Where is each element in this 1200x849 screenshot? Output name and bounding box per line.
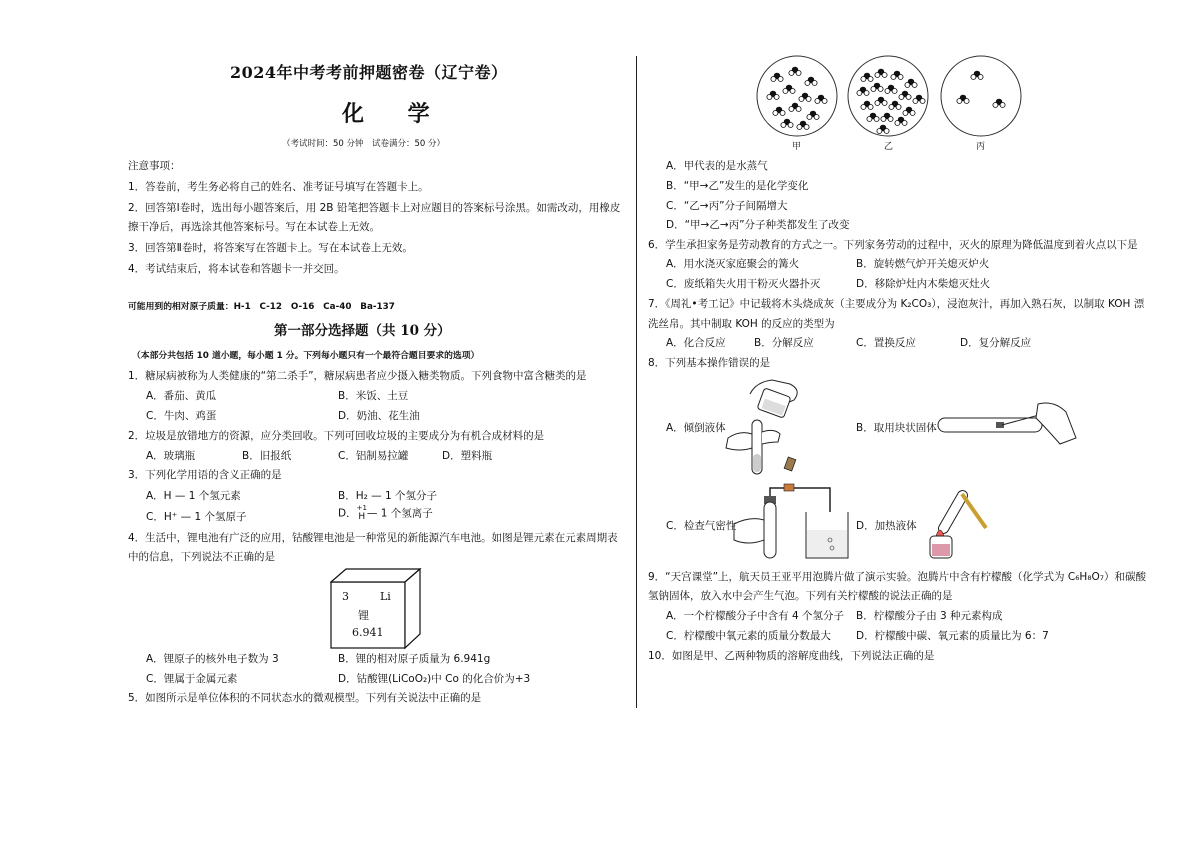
note-item: 2．回答第Ⅰ卷时，选出每小题答案后，用 2B 铅笔把答题卡上对应题目的答案标号涂黑。如需改动，用橡皮	[128, 202, 621, 214]
q8-option-d: D．加热液体	[856, 520, 917, 532]
q6-option-b: B．旋转燃气炉开关熄灭炉火	[856, 258, 990, 270]
q8-option-c: C．检查气密性	[666, 520, 737, 532]
q9-stem: 9．“天宫课堂”上，航天员王亚平用泡腾片做了演示实验。泡腾片中含有柠檬酸（化学式为 C₆H₈O₇）和碳酸	[648, 571, 1147, 583]
q1-option-d: D．奶油、花生油	[338, 410, 420, 422]
q2-option-d: D．塑料瓶	[442, 450, 493, 462]
q2-stem: 2．垃圾是放错地方的资源，应分类回收。下列可回收垃圾的主要成分为有机合成材料的是	[128, 430, 545, 442]
q1-option-a: A．番茄、黄瓜	[146, 390, 217, 402]
q4-option-a: A．锂原子的核外电子数为 3	[146, 653, 279, 665]
q7-stem: 7．《周礼•考工记》中记载将木头烧成灰（主要成分为 K₂CO₃），浸泡灰汁，再加入熟石灰，以制取 KOH 漂	[648, 298, 1145, 310]
q4-stem: 4．生活中，锂电池有广泛的应用，钴酸锂电池是一种常见的新能源汽车电池。如图是锂元素在元素周期表	[128, 532, 618, 544]
note-item: 擦干净后，再选涂其他答案标号。写在本试卷上无效。	[128, 221, 380, 233]
time-info: （考试时间：50 分钟 试卷满分：50 分）	[282, 139, 446, 149]
note-item: 3．回答第Ⅱ卷时，将答案写在答题卡上。写在本试卷上无效。	[128, 242, 413, 254]
q6-stem: 6．学生承担家务是劳动教育的方式之一。下列家务劳动的过程中，灭火的原理为降低温度到着火点以下是	[648, 239, 1138, 251]
model-label-bing: 丙	[976, 142, 986, 152]
note-item: 4．考试结束后，将本试卷和答题卡一并交回。	[128, 263, 345, 275]
q7-option-a: A．化合反应	[666, 337, 726, 349]
q9-option-b: B．柠檬酸分子由 3 种元素构成	[856, 610, 1003, 622]
model-label-yi: 乙	[884, 142, 894, 152]
q6-option-c: C．废纸箱失火用干粉灭火器扑灭	[666, 278, 821, 290]
q8-option-a: A．倾倒液体	[666, 422, 726, 434]
q3-option-a: A．H — 1 个氢元素	[146, 490, 241, 502]
q10-stem: 10．如图是甲、乙两种物质的溶解度曲线，下列说法正确的是	[648, 650, 935, 662]
q5-stem: 5．如图所示是单位体积的不同状态水的微观模型。下列有关说法中正确的是	[128, 692, 482, 704]
q3-option-d: D． +1 H — 1 个氢离子	[338, 504, 433, 522]
q5-option-a: A．甲代表的是水蒸气	[666, 160, 768, 172]
q2-option-b: B．旧报纸	[242, 450, 292, 462]
q8-option-b: B．取用块状固体	[856, 422, 937, 434]
q9-option-a: A．一个柠檬酸分子中含有 4 个氢分子	[666, 610, 845, 622]
q5-option-b: B．“甲→乙”发生的是化学变化	[666, 180, 809, 192]
q4-option-c: C．锂属于金属元素	[146, 673, 238, 685]
notes-heading: 注意事项：	[128, 160, 181, 172]
q1-stem: 1．糖尿病被称为人类健康的“第二杀手”，糖尿病患者应少摄入糖类物质。下列食物中富含糖类的是	[128, 370, 587, 382]
q8-stem: 8．下列基本操作错误的是	[648, 357, 771, 369]
q3-option-b: B．H₂ — 1 个氢分子	[338, 490, 438, 502]
q5-option-c: C．“乙→丙”分子间隔增大	[666, 200, 788, 212]
q9-option-c: C．柠檬酸中氧元素的质量分数最大	[666, 630, 831, 642]
q7-option-b: B．分解反应	[754, 337, 814, 349]
element-mass: 6.941	[352, 626, 384, 639]
part1-instruction: （本部分共包括 10 道小题，每小题 1 分。下列每小题只有一个最符合题目要求的选项）	[132, 351, 480, 361]
heating-liquid-figure	[922, 484, 992, 564]
q1-option-c: C．牛肉、鸡蛋	[146, 410, 217, 422]
q2-option-c: C．铝制易拉罐	[338, 450, 409, 462]
model-label-jia: 甲	[792, 142, 802, 152]
atomic-masses: 可能用到的相对原子质量：H-1 C-12 O-16 Ca-40 Ba-137	[128, 302, 395, 312]
note-item: 1．答卷前，考生务必将自己的姓名、准考证号填写在答题卡上。	[128, 181, 429, 193]
exam-title: 2024年中考考前押题密卷（辽宁卷）	[230, 63, 508, 82]
q4-stem-cont: 中的信息，下列说法不正确的是	[128, 551, 275, 563]
q6-option-d: D．移除炉灶内木柴熄灭灶火	[856, 278, 991, 290]
q9-stem-cont: 氢钠固体，放入水中会产生气泡。下列有关柠檬酸的说法正确的是	[648, 590, 953, 602]
q3-option-c: C．H⁺ — 1 个氢原子	[146, 511, 247, 523]
column-divider	[636, 56, 637, 708]
q9-option-d: D．柠檬酸中碳、氧元素的质量比为 6：7	[856, 630, 1049, 642]
q3-stem: 3．下列化学用语的含义正确的是	[128, 469, 282, 481]
subject-title: 化 学	[342, 101, 448, 127]
q7-option-d: D．复分解反应	[960, 337, 1032, 349]
q4-option-b: B．锂的相对原子质量为 6.941g	[338, 653, 491, 665]
element-symbol: Li	[380, 590, 391, 603]
solid-tube-figure	[932, 398, 1082, 454]
q7-option-c: C．置换反应	[856, 337, 916, 349]
pouring-liquid-figure	[720, 372, 810, 480]
q7-stem-cont: 洗丝帛。其中制取 KOH 的反应的类型为	[648, 318, 835, 330]
q1-option-b: B．米饭、土豆	[338, 390, 409, 402]
q2-option-a: A．玻璃瓶	[146, 450, 196, 462]
q5-option-d: D．“甲→乙→丙”分子种类都发生了改变	[666, 219, 850, 231]
part1-heading: 第一部分选择题（共 10 分）	[274, 323, 451, 339]
element-number: 3	[342, 590, 349, 603]
airtightness-check-figure	[730, 482, 850, 562]
q6-option-a: A．用水浇灭家庭聚会的篝火	[666, 258, 800, 270]
q4-option-d: D．钴酸锂(LiCoO₂)中 Co 的化合价为+3	[338, 673, 531, 685]
water-molecule-models	[755, 54, 1025, 150]
element-name: 锂	[358, 609, 369, 622]
